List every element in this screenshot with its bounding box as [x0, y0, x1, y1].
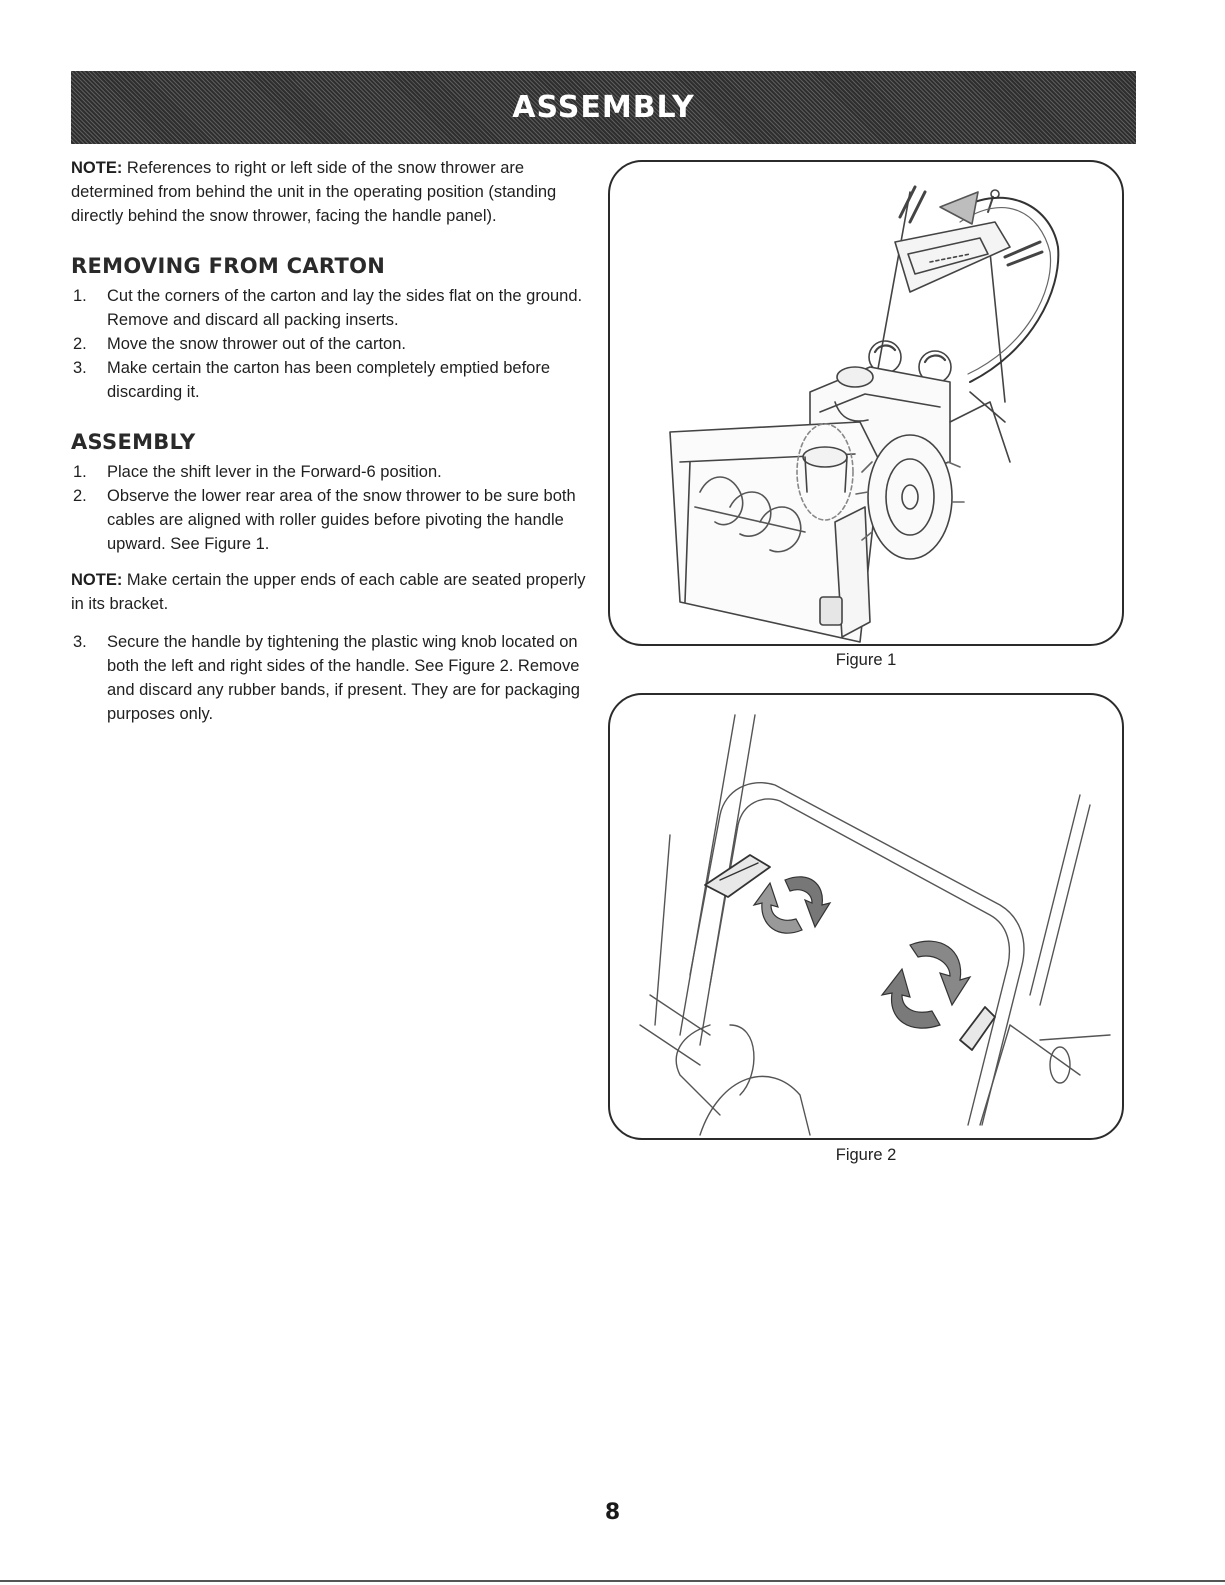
step-text: Make certain the carton has been completely emptied before discarding it. — [107, 359, 551, 401]
step-text: Observe the lower rear area of the snow thrower to be sure both cables are aligned with roller guides before pivoting the handle upward. See Figure 1. — [107, 487, 576, 553]
intro-note — [71, 156, 591, 228]
figure-1-caption: Figure 1 — [835, 651, 897, 669]
step-number: 3. — [73, 359, 87, 377]
step-number: 1. — [73, 287, 87, 305]
instructions-column — [71, 156, 591, 726]
figure-1-frame — [608, 160, 1124, 646]
section-title: ASSEMBLY — [512, 90, 695, 125]
step-text: Place the shift lever in the Forward-6 position. — [107, 463, 442, 481]
step-text: Move the snow thrower out of the carton. — [107, 335, 406, 353]
note-label: NOTE: — [71, 159, 123, 177]
figure-2-frame — [608, 693, 1124, 1140]
assembly-steps — [71, 460, 591, 556]
step-number: 1. — [73, 463, 87, 481]
removing-heading: REMOVING FROM CARTON — [71, 254, 386, 278]
list-item — [71, 332, 591, 356]
page-bottom-rule — [0, 1580, 1225, 1582]
note-text: References to right or left side of the snow thrower are determined from behind the unit in the operating position (standing directly behind the snow thrower, facing the handle panel). — [71, 159, 557, 225]
assembly-steps-continued — [71, 630, 591, 726]
note-label: NOTE: — [71, 571, 123, 589]
handle-knob-illustration — [610, 695, 1122, 1138]
section-banner — [71, 71, 1136, 144]
list-item — [71, 484, 591, 556]
list-item — [71, 284, 591, 332]
list-item — [71, 460, 591, 484]
step-number: 2. — [73, 335, 87, 353]
step-text: Cut the corners of the carton and lay the sides flat on the ground. Remove and discard all packing inserts. — [107, 287, 583, 329]
list-item — [71, 630, 591, 726]
removing-steps — [71, 284, 591, 404]
note-text: Make certain the upper ends of each cable are seated properly in its bracket. — [71, 571, 586, 613]
step-number: 2. — [73, 487, 87, 505]
snow-thrower-illustration — [610, 162, 1122, 644]
assembly-heading: ASSEMBLY — [71, 430, 196, 454]
step-text: Secure the handle by tightening the plastic wing knob located on both the left and right sides of the handle. See Figure 2. Remove and discard any rubber bands, if present. They are for packaging purposes only. — [107, 633, 580, 723]
page-number: 8 — [604, 1500, 621, 1525]
list-item — [71, 356, 591, 404]
step-number: 3. — [73, 633, 87, 651]
figure-2-caption: Figure 2 — [835, 1146, 897, 1164]
cable-note — [71, 568, 591, 616]
